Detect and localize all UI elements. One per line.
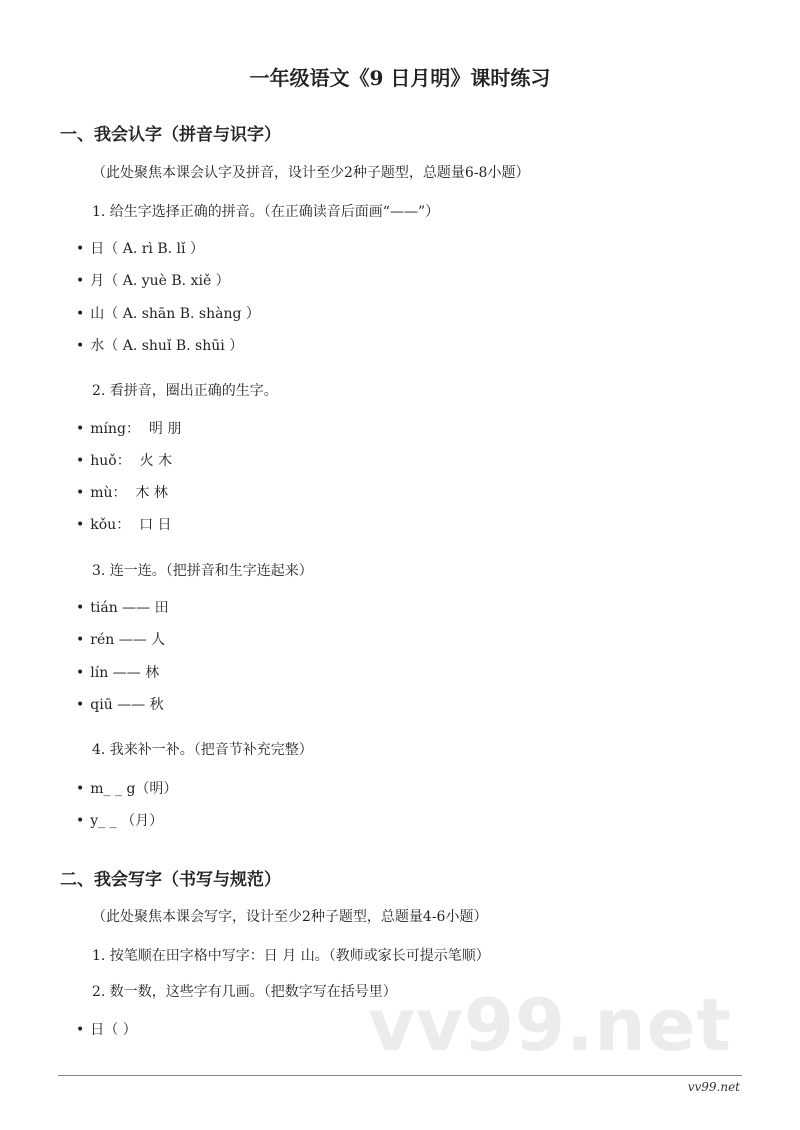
list-item: • m_ _ g（明） [76, 779, 177, 799]
section-heading: 一、我会认字（拼音与识字） [60, 125, 281, 145]
list-item: • qiū —— 秋 [76, 695, 164, 715]
list-item: • 山（ A. shān B. shàng ） [76, 304, 260, 324]
list-item: • 日（ ） [76, 1020, 137, 1040]
question-prompt: 1. 按笔顺在田字格中写字：日 月 山。（教师或家长可提示笔顺） [92, 948, 490, 964]
list-item: • 水（ A. shuǐ B. shūi ） [76, 336, 243, 356]
list-item: • 月（ A. yuè B. xiě ） [76, 271, 230, 291]
footer-site: vv99.net [687, 1080, 740, 1094]
question-prompt: 4. 我来补一补。（把音节补充完整） [92, 742, 313, 758]
list-item: • 日（ A. rì B. lǐ ） [76, 239, 204, 259]
list-item: • huǒ： 火 木 [76, 451, 172, 471]
list-item: • míng： 明 朋 [76, 419, 181, 439]
question-prompt: 2. 数一数，这些字有几画。（把数字写在括号里） [92, 984, 397, 1000]
list-item: • mù： 木 林 [76, 483, 168, 503]
watermark: vv99.net [368, 983, 732, 1067]
question-prompt: 1. 给生字选择正确的拼音。（在正确读音后面画“——”） [92, 204, 440, 220]
list-item: • tián —— 田 [76, 598, 169, 618]
list-item: • lín —— 林 [76, 663, 159, 683]
list-item: • kǒu： 口 日 [76, 515, 172, 535]
section-note: （此处聚焦本课会认字及拼音，设计至少2种子题型，总题量6-8小题） [92, 165, 530, 181]
list-item: • y_ _ （月） [76, 811, 163, 831]
section-note: （此处聚焦本课会写字，设计至少2种子题型，总题量4-6小题） [92, 909, 488, 925]
footer-divider [58, 1075, 742, 1076]
question-prompt: 2. 看拼音，圈出正确的生字。 [92, 383, 278, 399]
page-title: 一年级语文《9 日月明》课时练习 [249, 66, 551, 90]
section-heading: 二、我会写字（书写与规范） [60, 870, 281, 890]
question-prompt: 3. 连一连。（把拼音和生字连起来） [92, 563, 313, 579]
list-item: • rén —— 人 [76, 630, 165, 650]
